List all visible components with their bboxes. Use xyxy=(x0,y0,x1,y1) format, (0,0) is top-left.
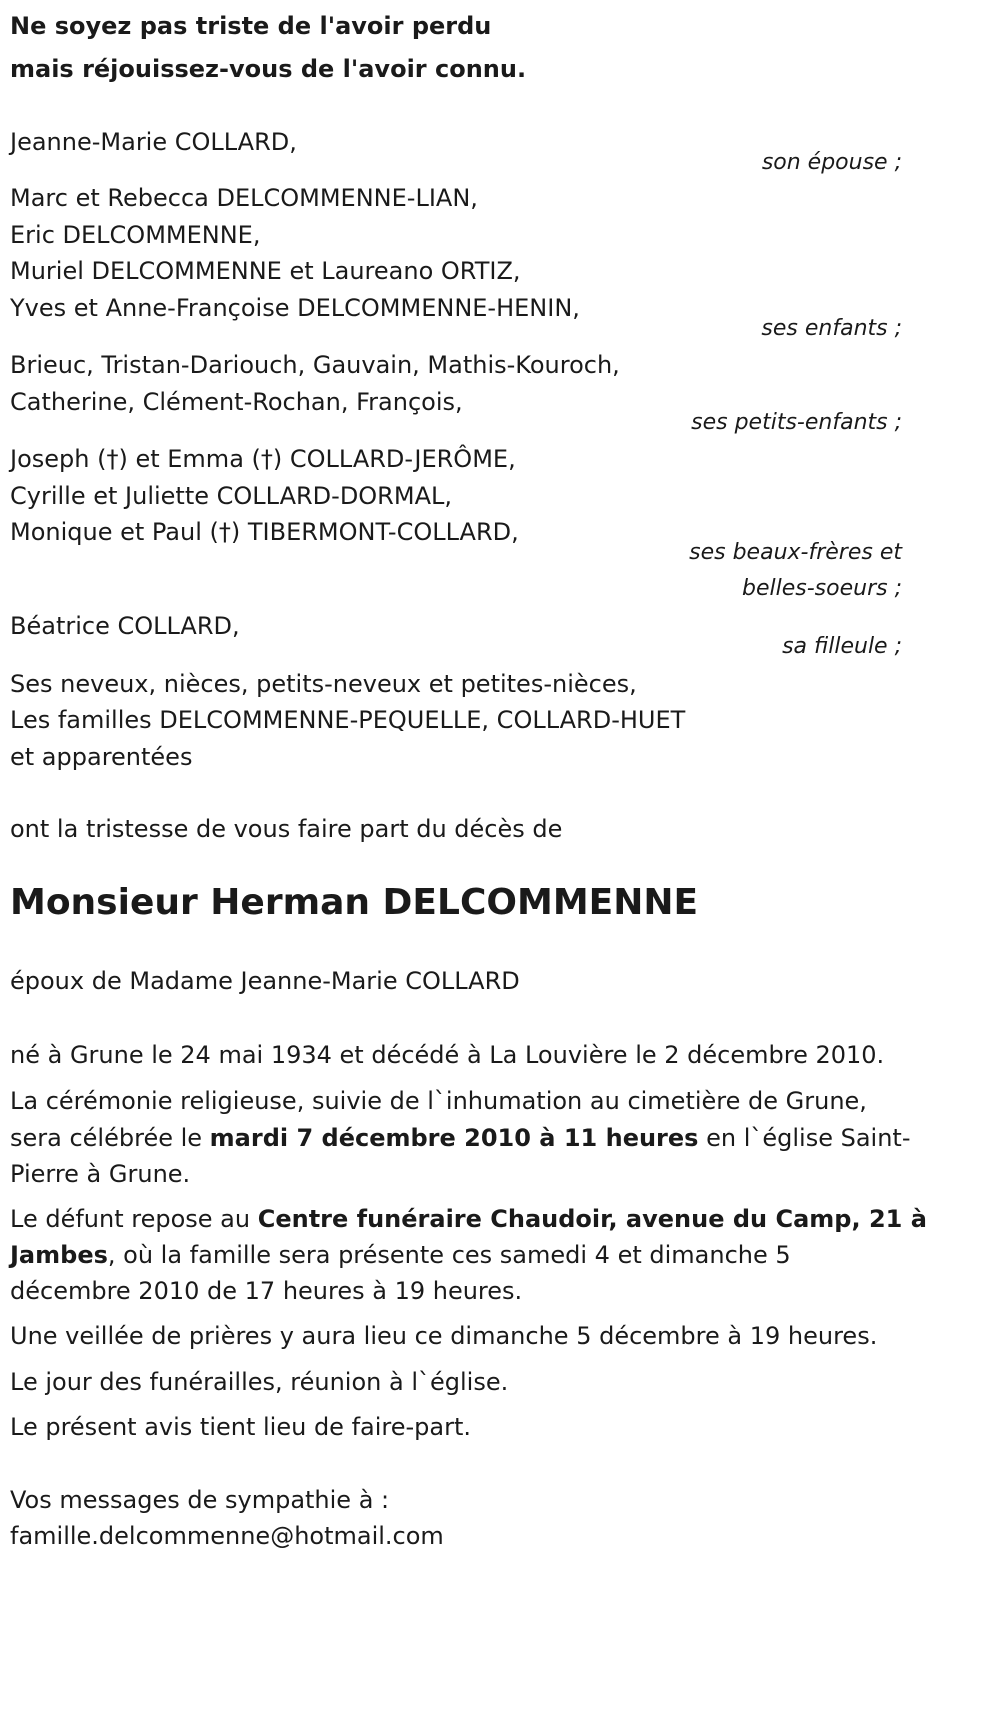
spouse-role: son épouse ; xyxy=(761,150,902,175)
email-link[interactable]: famille.delcommenne@hotmail.com xyxy=(10,1522,444,1550)
repose-line-3: décembre 2010 de 17 heures à 19 heures. xyxy=(10,1277,523,1305)
repose-line-1 xyxy=(10,1201,927,1237)
inlaws-role-line-2: belles-soeurs ; xyxy=(742,576,902,601)
repose-place: Centre funéraire Chaudoir, avenue du Camp, 21 à xyxy=(257,1205,927,1233)
repose-text: , où la famille sera présente ces samedi 4 et dimanche 5 xyxy=(107,1241,791,1269)
notice: Le présent avis tient lieu de faire-part. xyxy=(10,1413,472,1441)
goddaughter-name: Béatrice COLLARD, xyxy=(10,612,240,640)
inlaws-role-line-1: ses beaux-frères et xyxy=(689,540,902,565)
grandchildren-role: ses petits-enfants ; xyxy=(691,410,902,435)
child-line: Muriel DELCOMMENNE et Laureano ORTIZ, xyxy=(10,257,521,285)
ceremony-line-2 xyxy=(10,1120,910,1156)
ceremony-line-3: Pierre à Grune. xyxy=(10,1160,191,1188)
grandchildren-line: Brieuc, Tristan-Dariouch, Gauvain, Mathis-Kouroch, xyxy=(10,351,620,379)
child-line: Eric DELCOMMENNE, xyxy=(10,221,261,249)
children-role: ses enfants ; xyxy=(761,316,902,341)
relatives-line: et apparentées xyxy=(10,743,193,771)
repose-text: Le défunt repose au xyxy=(10,1205,258,1233)
spouse-name: Jeanne-Marie COLLARD, xyxy=(10,128,297,156)
child-line: Yves et Anne-Françoise DELCOMMENNE-HENIN, xyxy=(10,294,580,322)
inlaw-line: Monique et Paul (†) TIBERMONT-COLLARD, xyxy=(10,518,519,546)
ceremony-line-1: La cérémonie religieuse, suivie de l`inhumation au cimetière de Grune, xyxy=(10,1087,867,1115)
spouse-of: époux de Madame Jeanne-Marie COLLARD xyxy=(10,967,520,995)
inlaw-line: Cyrille et Juliette COLLARD-DORMAL, xyxy=(10,482,452,510)
relatives-line: Les familles DELCOMMENNE-PEQUELLE, COLLARD-HUET xyxy=(10,706,686,734)
ceremony-text: en l`église Saint- xyxy=(698,1124,911,1152)
vigil: Une veillée de prières y aura lieu ce dimanche 5 décembre à 19 heures. xyxy=(10,1322,878,1350)
ceremony-date: mardi 7 décembre 2010 à 11 heures xyxy=(209,1124,699,1152)
repose-city: Jambes xyxy=(10,1241,108,1269)
birth-death: né à Grune le 24 mai 1934 et décédé à La Louvière le 2 décembre 2010. xyxy=(10,1041,885,1069)
inlaw-line: Joseph (†) et Emma (†) COLLARD-JERÔME, xyxy=(10,445,516,473)
repose-line-2 xyxy=(10,1237,791,1273)
child-line: Marc et Rebecca DELCOMMENNE-LIAN, xyxy=(10,184,478,212)
funeral-meeting: Le jour des funérailles, réunion à l`église. xyxy=(10,1368,509,1396)
epigraph-line-1: Ne soyez pas triste de l'avoir perdu xyxy=(10,12,492,40)
relatives-line: Ses neveux, nièces, petits-neveux et petites-nièces, xyxy=(10,670,637,698)
goddaughter-role: sa filleule ; xyxy=(782,634,902,659)
epigraph-line-2: mais réjouissez-vous de l'avoir connu. xyxy=(10,55,527,83)
messages-label: Vos messages de sympathie à : xyxy=(10,1486,390,1514)
ceremony-text: sera célébrée le xyxy=(10,1124,210,1152)
grandchildren-line: Catherine, Clément-Rochan, François, xyxy=(10,388,463,416)
deceased-name: Monsieur Herman DELCOMMENNE xyxy=(10,882,699,923)
announcement: ont la tristesse de vous faire part du décès de xyxy=(10,815,563,843)
